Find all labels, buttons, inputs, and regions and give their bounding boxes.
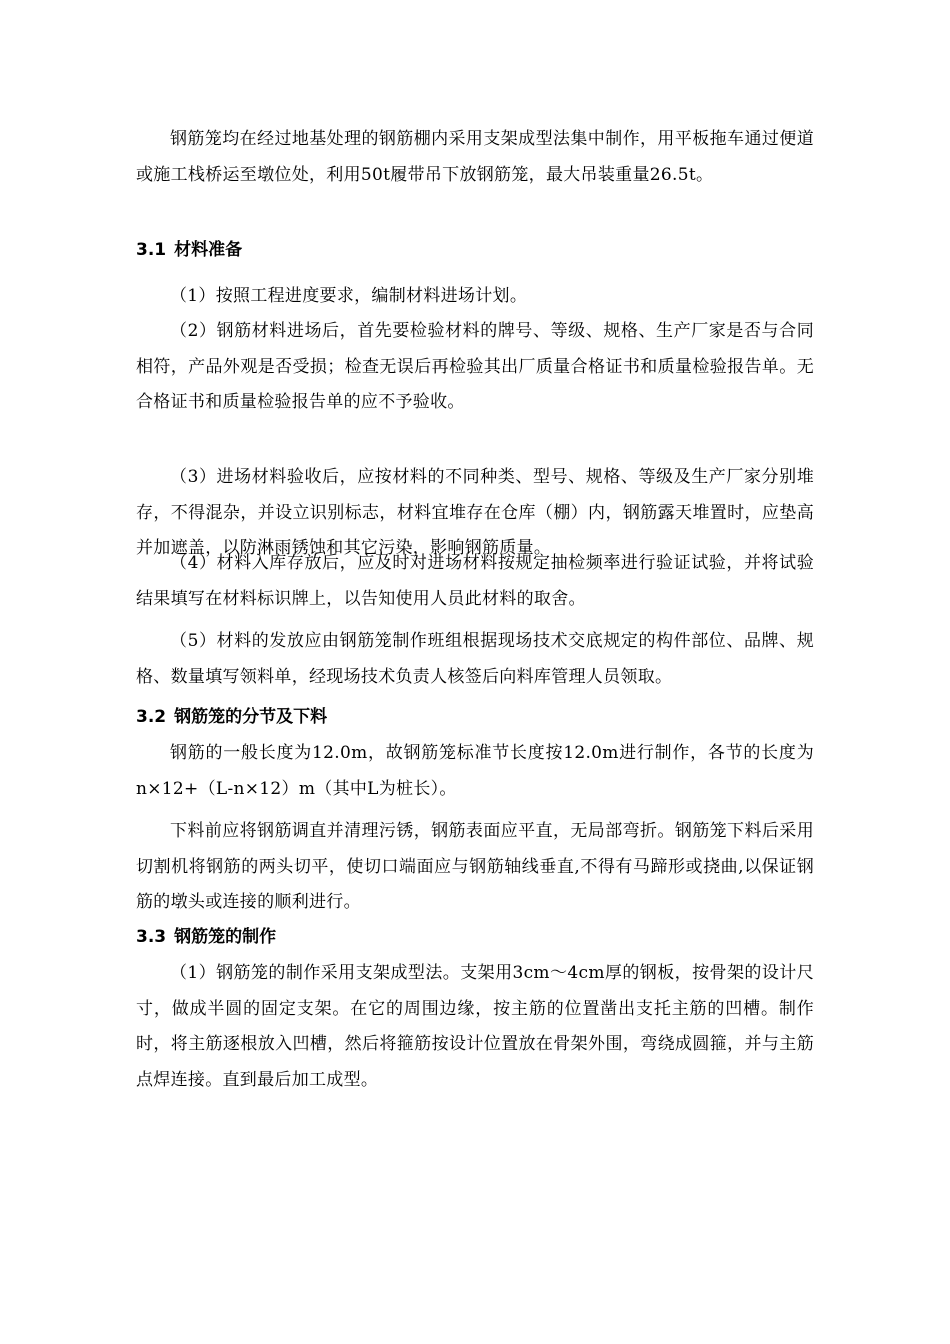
paragraph: （5）材料的发放应由钢筋笼制作班组根据现场技术交底规定的构件部位、品牌、规格、数量填写领料单，经现场技术负责人核签后向料库管理人员领取。 [136, 631, 814, 687]
section-number: 3.1 [136, 240, 167, 260]
paragraph: 钢筋的一般长度为12.0m，故钢筋笼标准节长度按12.0m进行制作，各节的长度为n×12+（L-n×12）m（其中L为桩长）。 [136, 743, 814, 799]
section-3-3-heading [136, 920, 814, 954]
paragraph: （4）材料入库存放后，应及时对进场材料按规定抽检频率进行验证试验，并将试验结果填写在材料标识牌上，以告知使用人员此材料的取舍。 [136, 553, 814, 609]
paragraph: （2）钢筋材料进场后，首先要检验材料的牌号、等级、规格、生产厂家是否与合同相符，产品外观是否受损；检查无误后再检验其出厂质量合格证书和质量检验报告单。无合格证书和质量检验报告单的应不予验收。 [136, 321, 814, 412]
section-title: 钢筋笼的制作 [174, 927, 277, 947]
paragraph: （1）按照工程进度要求，编制材料进场计划。 [170, 286, 528, 306]
section-3-1-heading [136, 233, 814, 267]
section-title: 钢筋笼的分节及下料 [174, 707, 328, 727]
section-title: 材料准备 [174, 240, 243, 260]
paragraph: （1）钢筋笼的制作采用支架成型法。支架用3cm～4cm厚的钢板，按骨架的设计尺寸，做成半圆的固定支架。在它的周围边缘，按主筋的位置凿出支托主筋的凹槽。制作时，将主筋逐根放入凹槽，然后将箍筋按设计位置放在骨架外围，弯绕成圆箍，并与主筋点焊连接。直到最后加工成型。 [136, 963, 814, 1090]
paragraph: （3）进场材料验收后，应按材料的不同种类、型号、规格、等级及生产厂家分别堆存，不得混杂，并设立识别标志，材料宜堆存在仓库（棚）内，钢筋露天堆置时，应垫高并加遮盖，以防淋雨锈蚀和其它污染，影响钢筋质量。 [136, 467, 814, 558]
section-3-2-heading [136, 700, 814, 734]
section-number: 3.3 [136, 927, 167, 947]
intro-paragraph: 钢筋笼均在经过地基处理的钢筋棚内采用支架成型法集中制作，用平板拖车通过便道或施工栈桥运至墩位处，利用50t履带吊下放钢筋笼，最大吊装重量26.5t。 [136, 129, 814, 185]
paragraph: 下料前应将钢筋调直并清理污锈，钢筋表面应平直，无局部弯折。钢筋笼下料后采用切割机将钢筋的两头切平，使切口端面应与钢筋轴线垂直,不得有马蹄形或挠曲,以保证钢筋的墩头或连接的顺利进行。 [136, 821, 814, 912]
section-number: 3.2 [136, 707, 167, 727]
